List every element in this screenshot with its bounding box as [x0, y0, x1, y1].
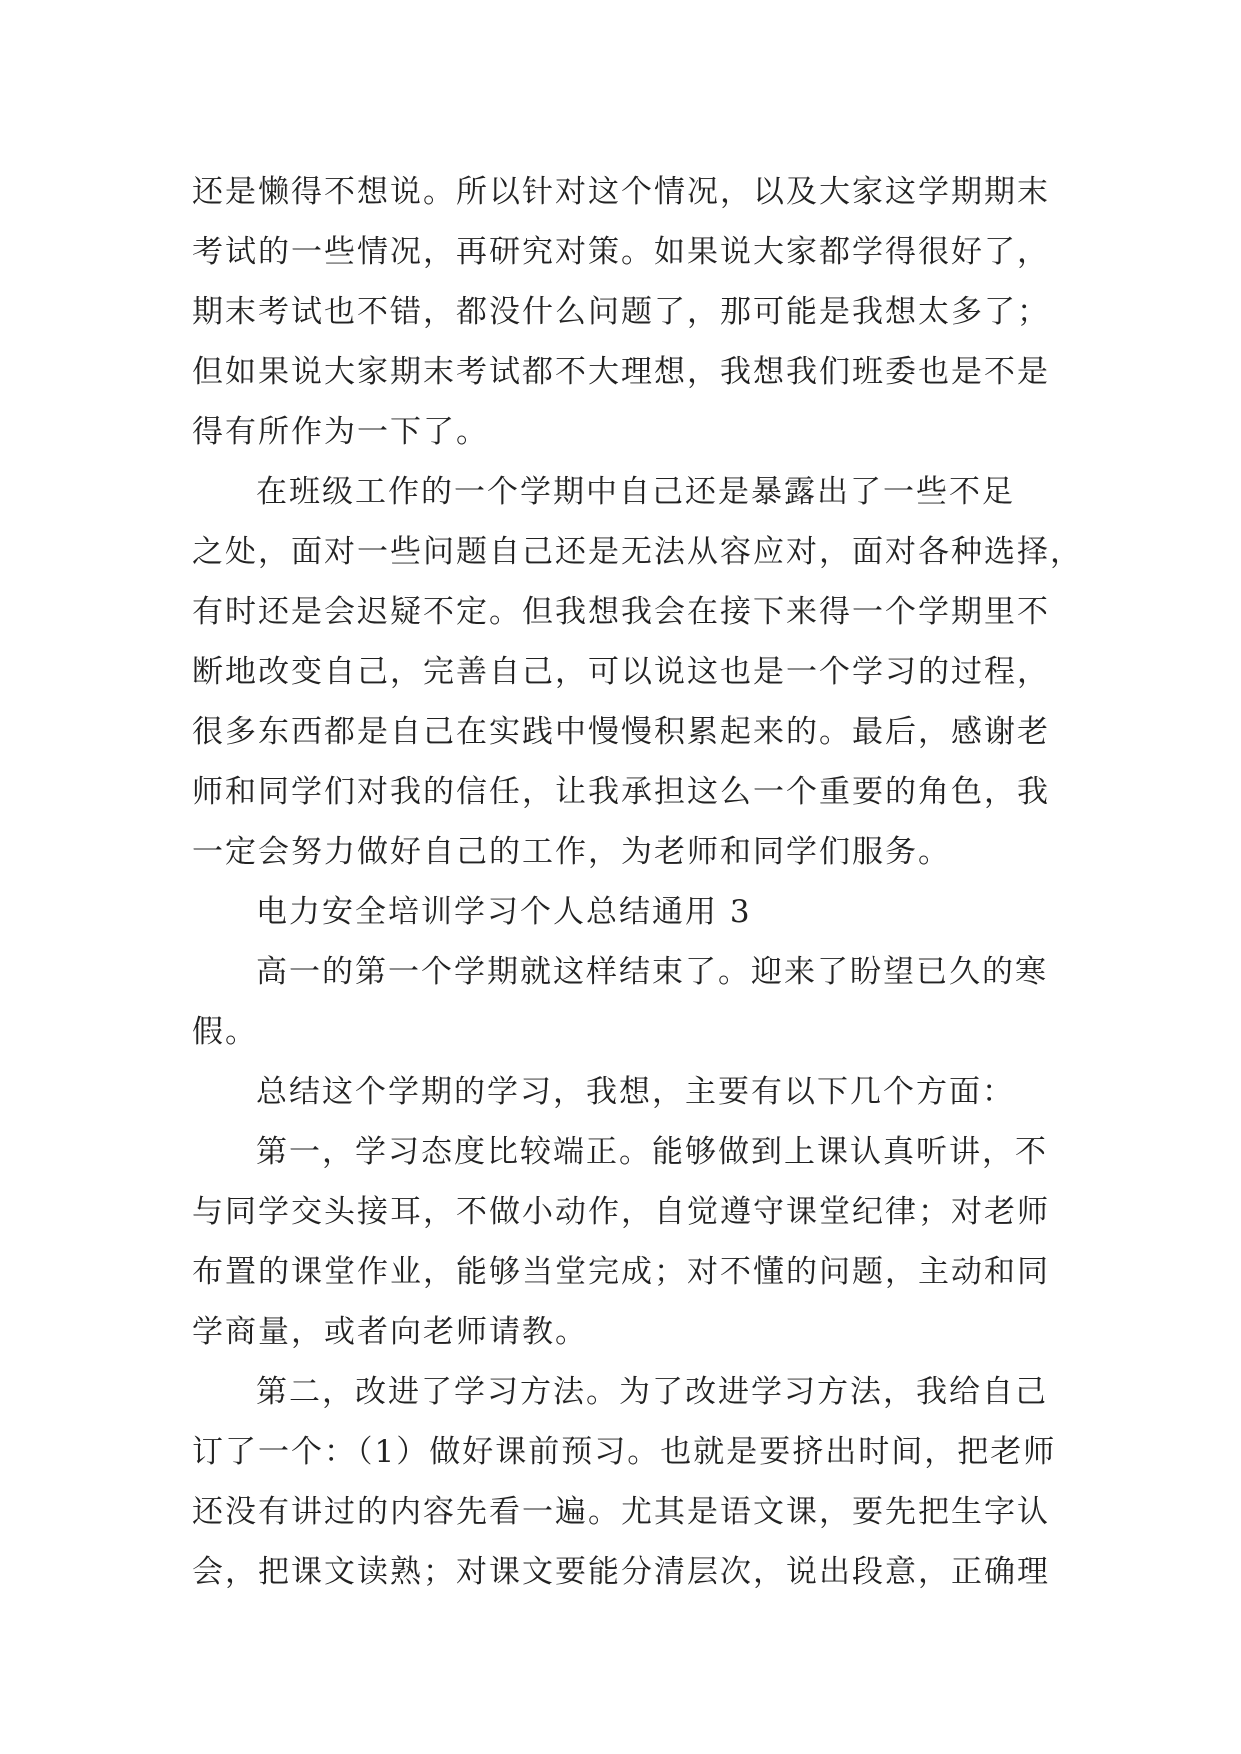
- paragraph-first-line: 在班级工作的一个学期中自己还是暴露出了一些不足: [256, 474, 1015, 510]
- text-line: 会，把课文读熟；对课文要能分清层次，说出段意，正确理: [192, 1554, 1050, 1590]
- text-line: 与同学交头接耳，不做小动作，自觉遵守课堂纪律；对老师: [192, 1194, 1050, 1230]
- paragraph-first-line: 第二，改进了学习方法。为了改进学习方法，我给自己: [256, 1374, 1048, 1410]
- paragraph-first-line: 总结这个学期的学习，我想，主要有以下几个方面：: [256, 1074, 1015, 1110]
- text-line: 师和同学们对我的信任，让我承担这么一个重要的角色，我: [192, 774, 1050, 810]
- paragraph-first-line: 高一的第一个学期就这样结束了。迎来了盼望已久的寒: [256, 954, 1048, 990]
- text-line: 得有所作为一下了。: [192, 414, 489, 450]
- text-line: 假。: [192, 1014, 258, 1050]
- text-line: 学商量，或者向老师请教。: [192, 1314, 588, 1350]
- text-line: 还没有讲过的内容先看一遍。尤其是语文课，要先把生字认: [192, 1494, 1050, 1530]
- text-line: 还是懒得不想说。所以针对这个情况，以及大家这学期期末: [192, 174, 1050, 210]
- text-line: 考试的一些情况，再研究对策。如果说大家都学得很好了，: [192, 234, 1050, 270]
- text-line: 有时还是会迟疑不定。但我想我会在接下来得一个学期里不: [192, 594, 1050, 630]
- section-heading: 电力安全培训学习个人总结通用 3: [256, 894, 752, 930]
- text-line: 之处，面对一些问题自己还是无法从容应对，面对各种选择，: [192, 534, 1083, 570]
- text-line: 很多东西都是自己在实践中慢慢积累起来的。最后，感谢老: [192, 714, 1050, 750]
- paragraph-first-line: 第一，学习态度比较端正。能够做到上课认真听讲，不: [256, 1134, 1048, 1170]
- text-line: 期末考试也不错，都没什么问题了，那可能是我想太多了；: [192, 294, 1050, 330]
- text-line: 断地改变自己，完善自己，可以说这也是一个学习的过程，: [192, 654, 1050, 690]
- text-line: 布置的课堂作业，能够当堂完成；对不懂的问题，主动和同: [192, 1254, 1050, 1290]
- text-line: 但如果说大家期末考试都不大理想，我想我们班委也是不是: [192, 354, 1050, 390]
- text-line: 一定会努力做好自己的工作，为老师和同学们服务。: [192, 834, 951, 870]
- text-line: 订了一个：（1）做好课前预习。也就是要挤出时间，把老师: [192, 1434, 1057, 1470]
- document-body: [192, 162, 1083, 1602]
